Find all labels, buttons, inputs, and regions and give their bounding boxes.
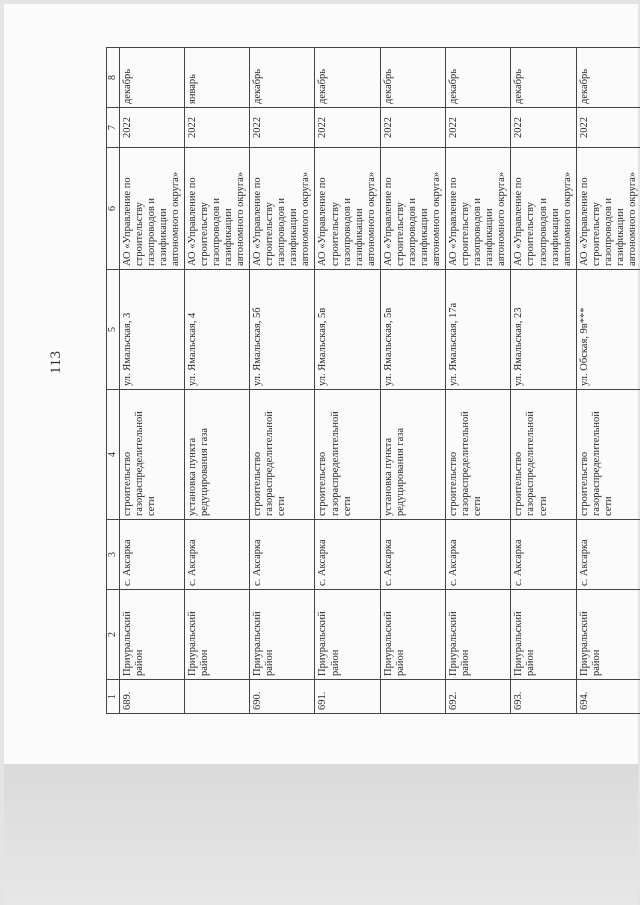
cell-month: декабрь xyxy=(446,48,511,108)
cell-year: 2022 xyxy=(119,108,184,148)
cell-settlement: с. Аксарка xyxy=(315,520,380,590)
cell-work: установка пункта редуцирования газа xyxy=(380,390,445,520)
cell-district: Приуральский район xyxy=(576,590,640,680)
cell-work: строительство газораспределительной сети xyxy=(511,390,576,520)
cell-address: ул. Ямальская, 5в xyxy=(315,270,380,390)
cell-address: ул. Ямальская, 4 xyxy=(184,270,249,390)
header-cell: 1 xyxy=(107,680,120,714)
cell-address: ул. Обская, 9в*** xyxy=(576,270,640,390)
cell-work: строительство газораспределительной сети xyxy=(576,390,640,520)
cell-work: строительство газораспределительной сети xyxy=(315,390,380,520)
page-number: 113 xyxy=(48,350,64,374)
table-row xyxy=(119,48,184,714)
cell-district: Приуральский район xyxy=(380,590,445,680)
cell-year: 2022 xyxy=(184,108,249,148)
table-row xyxy=(184,48,249,714)
data-table xyxy=(106,47,640,714)
cell-district: Приуральский район xyxy=(119,590,184,680)
cell-year: 2022 xyxy=(511,108,576,148)
cell-address: ул. Ямальская, 3 xyxy=(119,270,184,390)
cell-org: АО «Управление по строительству газопроводов и газификации автономного округа» xyxy=(380,148,445,270)
cell-settlement: с. Аксарка xyxy=(380,520,445,590)
cell-district: Приуральский район xyxy=(184,590,249,680)
cell-address: ул. Ямальская, 23 xyxy=(511,270,576,390)
cell-address: ул. Ямальская, 5б xyxy=(250,270,315,390)
cell-num: 691. xyxy=(315,680,380,714)
cell-district: Приуральский район xyxy=(446,590,511,680)
cell-org: АО «Управление по строительству газопроводов и газификации автономного округа» xyxy=(250,148,315,270)
cell-month: декабрь xyxy=(315,48,380,108)
scan-background xyxy=(4,764,638,905)
cell-work: установка пункта редуцирования газа xyxy=(184,390,249,520)
header-cell: 5 xyxy=(107,270,120,390)
cell-work: строительство газораспределительной сети xyxy=(446,390,511,520)
cell-month: декабрь xyxy=(380,48,445,108)
cell-num xyxy=(380,680,445,714)
cell-org: АО «Управление по строительству газопроводов и газификации автономного округа» xyxy=(576,148,640,270)
cell-month: декабрь xyxy=(250,48,315,108)
cell-org: АО «Управление по строительству газопроводов и газификации автономного округа» xyxy=(511,148,576,270)
cell-address: ул. Ямальская, 5в xyxy=(380,270,445,390)
cell-num: 693. xyxy=(511,680,576,714)
cell-month: декабрь xyxy=(576,48,640,108)
cell-year: 2022 xyxy=(315,108,380,148)
cell-district: Приуральский район xyxy=(315,590,380,680)
cell-district: Приуральский район xyxy=(511,590,576,680)
cell-year: 2022 xyxy=(576,108,640,148)
cell-num: 690. xyxy=(250,680,315,714)
cell-org: АО «Управление по строительству газопроводов и газификации автономного округа» xyxy=(184,148,249,270)
cell-settlement: с. Аксарка xyxy=(576,520,640,590)
header-cell: 6 xyxy=(107,148,120,270)
cell-settlement: с. Аксарка xyxy=(184,520,249,590)
cell-org: АО «Управление по строительству газопроводов и газификации автономного округа» xyxy=(315,148,380,270)
header-cell: 3 xyxy=(107,520,120,590)
table-row xyxy=(380,48,445,714)
cell-month: декабрь xyxy=(119,48,184,108)
table-row xyxy=(576,48,640,714)
table-row xyxy=(446,48,511,714)
cell-num: 689. xyxy=(119,680,184,714)
header-cell: 4 xyxy=(107,390,120,520)
table-row xyxy=(250,48,315,714)
header-cell: 2 xyxy=(107,590,120,680)
table-row xyxy=(315,48,380,714)
cell-district: Приуральский район xyxy=(250,590,315,680)
cell-settlement: с. Аксарка xyxy=(250,520,315,590)
cell-work: строительство газораспределительной сети xyxy=(250,390,315,520)
header-cell: 8 xyxy=(107,48,120,108)
cell-month: январь xyxy=(184,48,249,108)
cell-settlement: с. Аксарка xyxy=(446,520,511,590)
cell-month: декабрь xyxy=(511,48,576,108)
cell-year: 2022 xyxy=(380,108,445,148)
header-row xyxy=(107,48,120,714)
cell-settlement: с. Аксарка xyxy=(511,520,576,590)
rotated-table-container xyxy=(106,48,638,714)
cell-work: строительство газораспределительной сети xyxy=(119,390,184,520)
cell-org: АО «Управление по строительству газопроводов и газификации автономного округа» xyxy=(446,148,511,270)
cell-settlement: с. Аксарка xyxy=(119,520,184,590)
cell-address: ул. Ямальская, 17а xyxy=(446,270,511,390)
cell-year: 2022 xyxy=(446,108,511,148)
cell-num: 692. xyxy=(446,680,511,714)
table-row xyxy=(511,48,576,714)
cell-year: 2022 xyxy=(250,108,315,148)
cell-num xyxy=(184,680,249,714)
cell-org: АО «Управление по строительству газопроводов и газификации автономного округа» xyxy=(119,148,184,270)
cell-num: 694. xyxy=(576,680,640,714)
header-cell: 7 xyxy=(107,108,120,148)
